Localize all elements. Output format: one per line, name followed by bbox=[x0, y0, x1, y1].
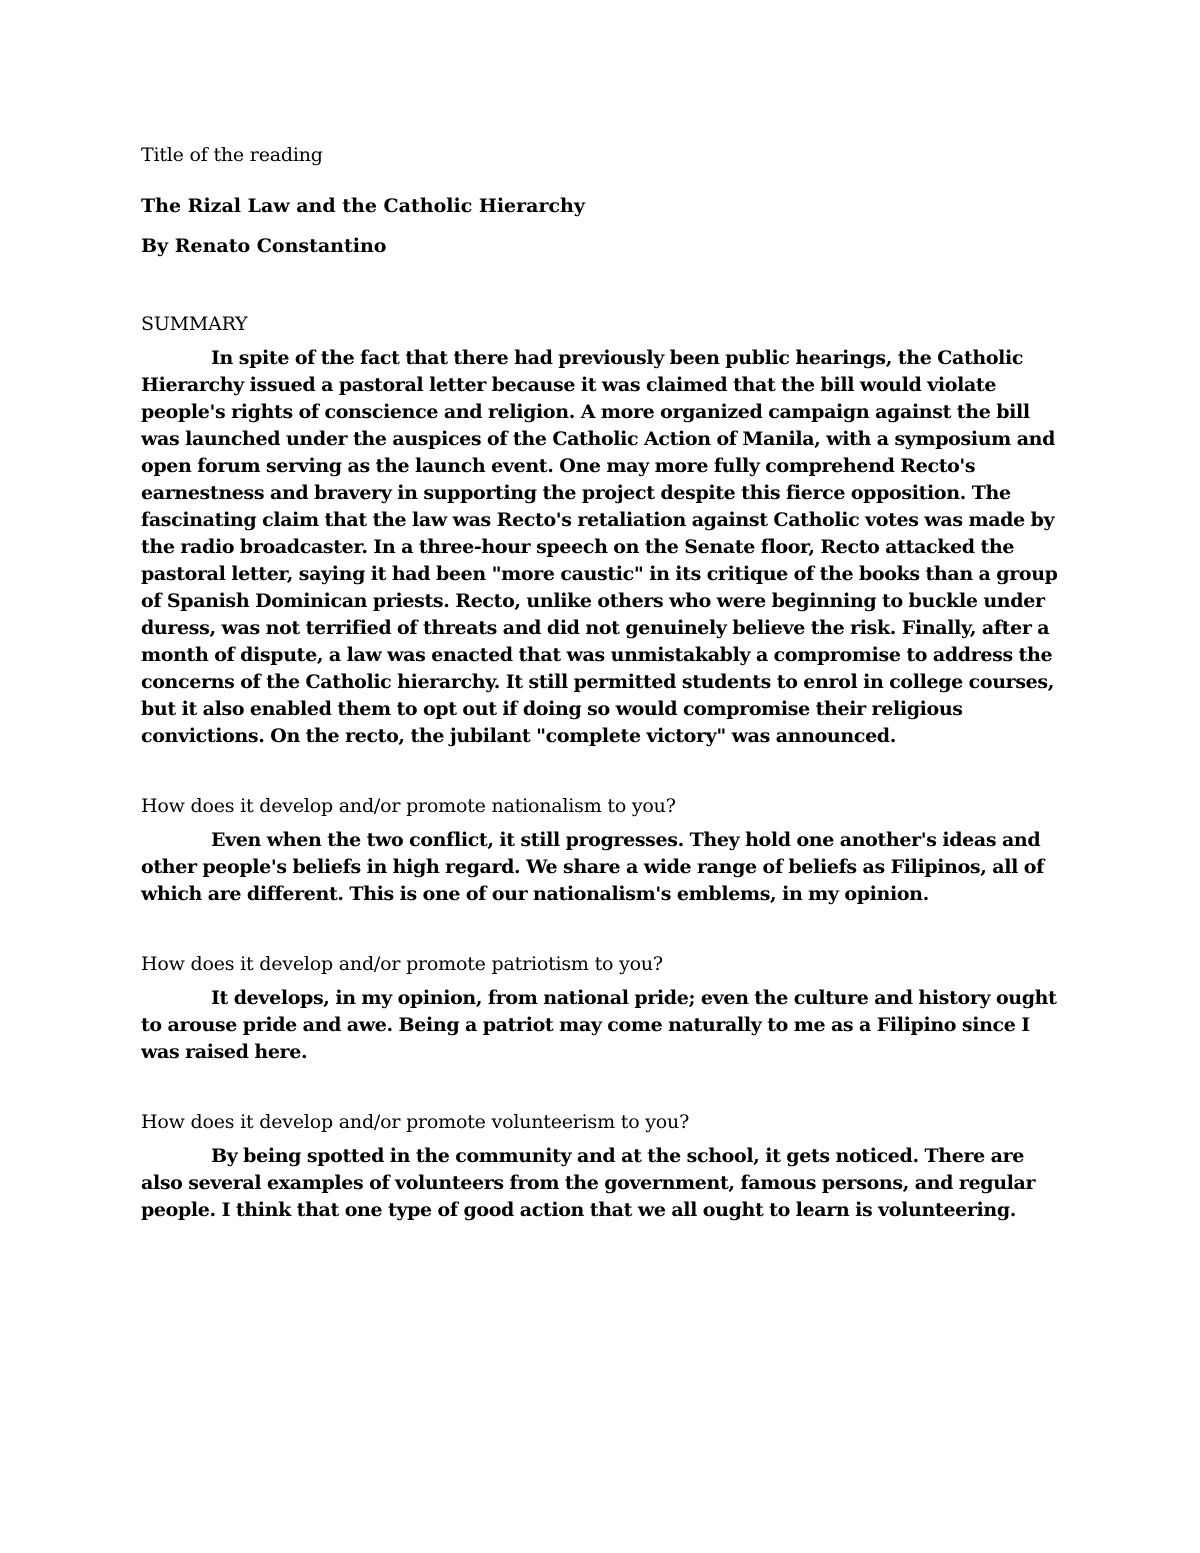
title-label: Title of the reading bbox=[141, 144, 323, 166]
question-volunteerism: How does it develop and/or promote volunteerism to you? bbox=[141, 1111, 690, 1133]
answer-nationalism: Even when the two conflict, it still progresses. They hold one another's ideas and other people's beliefs in high regard. We share a wide range of beliefs as Filipinos, all of which are different. This is one of our nationalism's emblems, in my opinion. bbox=[141, 829, 1044, 905]
answer-volunteerism: By being spotted in the community and at the school, it gets noticed. There are also several examples of volunteers from the government, famous persons, and regular people. I think that one type of good action that we all ought to learn is volunteering. bbox=[141, 1145, 1036, 1221]
question-patriotism: How does it develop and/or promote patriotism to you? bbox=[141, 953, 663, 975]
document-page bbox=[141, 140, 1061, 1224]
summary-label: SUMMARY bbox=[141, 313, 248, 335]
question-nationalism: How does it develop and/or promote nationalism to you? bbox=[141, 795, 676, 817]
reading-title: The Rizal Law and the Catholic Hierarchy bbox=[141, 195, 585, 217]
summary-paragraph: In spite of the fact that there had previously been public hearings, the Catholic Hierarchy issued a pastoral letter because it was claimed that the bill would violate people's rights of conscience and religion. A more organized campaign against the bill was launched under the auspices of the Catholic Action of Manila, with a symposium and open forum serving as the launch event. One may more fully comprehend Recto's earnestness and bravery in supporting the project despite this fierce opposition. The fascinating claim that the law was Recto's retaliation against Catholic votes was made by the radio broadcaster. In a three-hour speech on the Senate floor, Recto attacked the pastoral letter, saying it had been "more caustic" in its critique of the books than a group of Spanish Dominican priests. Recto, unlike others who were beginning to buckle under duress, was not terrified of threats and did not genuinely believe the risk. Finally, after a month of dispute, a law was enacted that was unmistakably a compromise to address the concerns of the Catholic hierarchy. It still permitted students to enrol in college courses, but it also enabled them to opt out if doing so would compromise their religious convictions. On the recto, the jubilant "complete victory" was announced. bbox=[141, 347, 1058, 747]
reading-author: By Renato Constantino bbox=[141, 235, 387, 257]
answer-patriotism: It develops, in my opinion, from national pride; even the culture and history ought to arouse pride and awe. Being a patriot may come naturally to me as a Filipino since I was raised here. bbox=[141, 987, 1057, 1063]
